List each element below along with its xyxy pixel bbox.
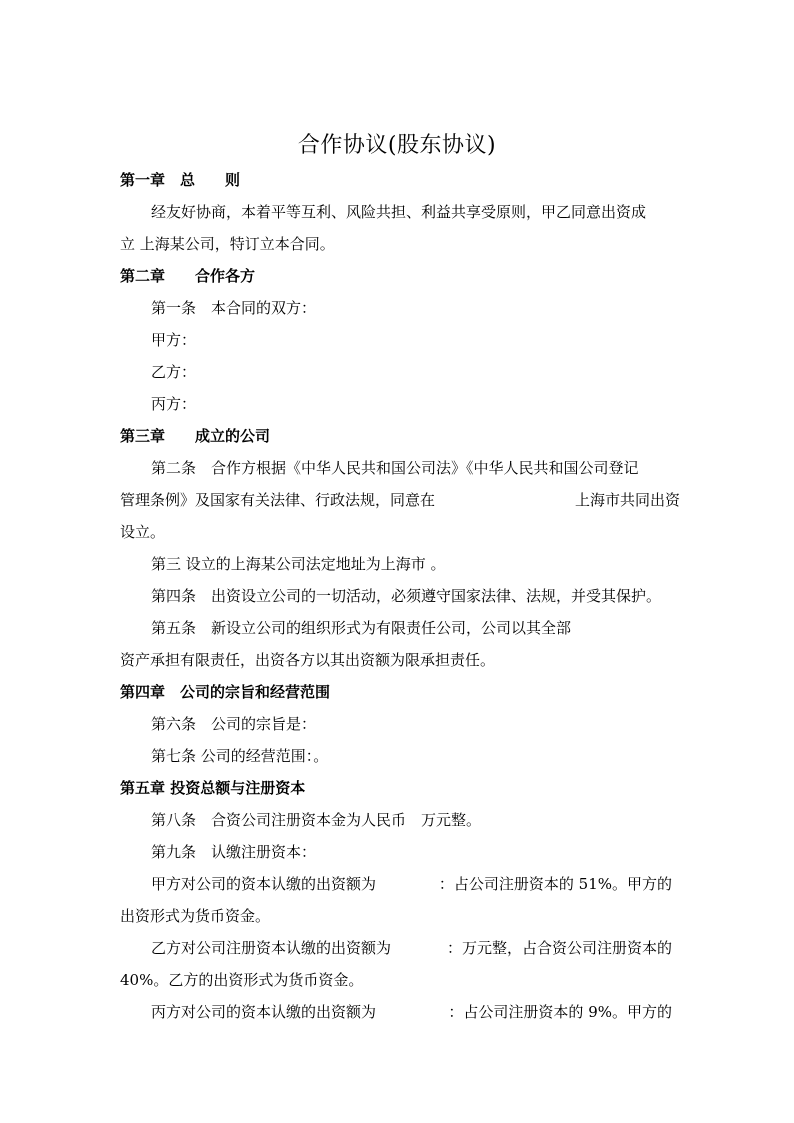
article-3: 第三 设立的上海某公司法定地址为上海市 。 bbox=[151, 555, 446, 573]
party-c-contribution-right: ：占公司注册资本的 9%。甲方的 bbox=[448, 1003, 672, 1021]
party-a-contribution-line: 出资形式为货币资金。 bbox=[120, 907, 271, 925]
paragraph-line: 经友好协商，本着平等互利、风险共担、利益共享受原则，甲乙同意出资成 bbox=[151, 203, 647, 221]
document-title: 合作协议(股东协议) bbox=[297, 133, 497, 158]
chapter-2-heading: 第二章 合作各方 bbox=[120, 267, 256, 285]
article-2-text-left: 管理条例》及国家有关法律、行政法规，同意在 bbox=[120, 491, 436, 509]
article-8: 第八条 合资公司注册资本金为人民币 万元整。 bbox=[151, 811, 482, 829]
party-b-line: 乙方： bbox=[151, 363, 197, 381]
article-4: 第四条 出资设立公司的一切活动，必须遵守国家法律、法规，并受其保护。 bbox=[151, 587, 662, 605]
article-6: 第六条 公司的宗旨是： bbox=[151, 715, 317, 733]
party-a-contribution-right: ：占公司注册资本的 51%。甲方的 bbox=[438, 875, 672, 893]
party-a-contribution-left: 甲方对公司的资本认缴的出资额为 bbox=[151, 875, 377, 893]
article-7: 第七条 公司的经营范围：。 bbox=[151, 747, 329, 765]
article-1: 第一条 本合同的双方： bbox=[151, 299, 317, 317]
party-a-line: 甲方： bbox=[151, 331, 197, 349]
chapter-3-heading: 第三章 成立的公司 bbox=[120, 427, 271, 445]
article-5-line: 资产承担有限责任，出资各方以其出资额为限承担责任。 bbox=[120, 651, 496, 669]
party-b-contribution-left: 乙方对公司注册资本认缴的出资额为 bbox=[151, 939, 392, 957]
chapter-4-heading: 第四章 公司的宗旨和经营范围 bbox=[120, 683, 331, 701]
chapter-5-heading: 第五章 投资总额与注册资本 bbox=[120, 779, 306, 797]
party-c-line: 丙方： bbox=[151, 395, 197, 413]
paragraph-line: 立 上海某公司，特订立本合同。 bbox=[120, 235, 335, 253]
article-9: 第九条 认缴注册资本： bbox=[151, 843, 317, 861]
article-2-line: 设立。 bbox=[120, 523, 166, 541]
chapter-1-heading: 第一章 总 则 bbox=[120, 171, 241, 189]
party-b-contribution-line bbox=[151, 936, 672, 960]
article-2-line: 第二条 合作方根据《中华人民共和国公司法》《中华人民共和国公司登记 bbox=[151, 459, 639, 477]
party-a-contribution-line bbox=[151, 872, 672, 896]
party-c-contribution-left: 丙方对公司的资本认缴的出资额为 bbox=[151, 1003, 377, 1021]
party-b-contribution-right: ：万元整，占合资公司注册资本的 bbox=[446, 939, 672, 957]
article-5-line: 第五条 新设立公司的组织形式为有限责任公司，公司以其全部 bbox=[151, 619, 572, 637]
article-2-line bbox=[120, 488, 680, 512]
party-b-contribution-line: 40%。乙方的出资形式为货币资金。 bbox=[120, 971, 364, 989]
party-c-contribution-line bbox=[151, 1000, 672, 1024]
article-2-text-right: 上海市共同出资 bbox=[574, 491, 680, 509]
